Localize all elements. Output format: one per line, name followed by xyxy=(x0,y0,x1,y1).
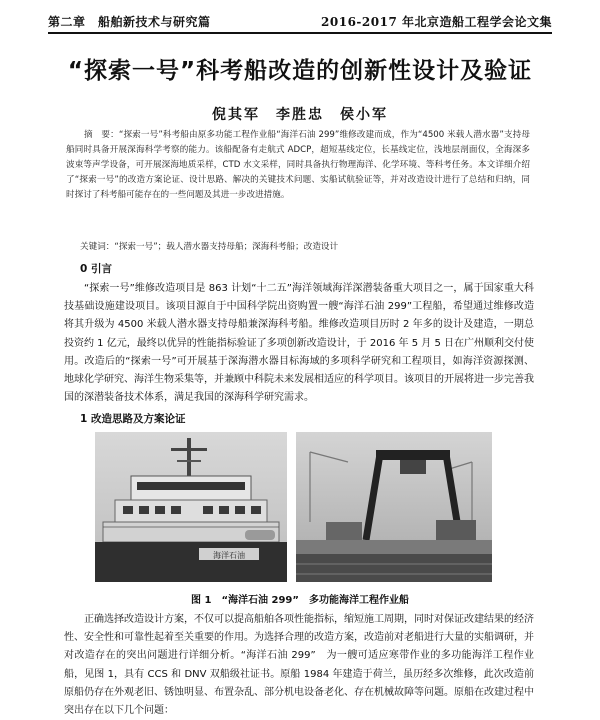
keywords: 关键词：“探索一号”；载人潜水器支持母船；深海科考船；改造设计 xyxy=(80,242,339,252)
abstract-label: 摘 要： xyxy=(84,130,119,140)
intro-paragraph: “探索一号”维修改造项目是 863 计划“十二五”海洋领域海洋深潜装备重大项目之一，属于国家重大科技基础设施建设项目。该项目源自于中国科学院出资购置一艘“海洋石油 299”工程船，希望通过维修改造将其升级为 4500 米载人潜水器支持母船兼深海科考船。维修改造项目历时 2 年多的设计及建造，一期总投资约 1 亿元，最终以优异的性能指标验证了多项创新改造设计，于 2016 年 5 月 5 日在广州顺利交付使用。改造后的“探索一号”可开展基于深海潜水器目标海域的多项科学研究和工程项目，如海洋资源探测、地球化学研究、海洋生物采集等，并兼顾中科院未来发展相适应的科学项目。该项目的开展将进一步完善我国的深潜装备技术体系，满足我国的深海科学研究需求。 xyxy=(64,283,534,404)
authors: 倪其军 李胜忠 侯小军 xyxy=(212,107,388,123)
abstract xyxy=(66,128,530,203)
figure-caption: 图 1 “海洋石油 299” 多功能海洋工程作业船 xyxy=(191,595,409,606)
method-paragraph: 正确选择改造设计方案，不仅可以提高船舶各项性能指标，缩短施工周期，同时对保证改建结果的经济性、安全性和可靠性起着至关重要的作用。为选择合理的改造方案，改造前对老船进行大量的实船调研，并对改造存在的突出问题进行详细分析。“海洋石油 299” 为一艘可适应寒带作业的多功能海洋工程作业船，见图 1，具有 CCS 和 DNV 双船级社证书。原船 1984 年建造于荷兰，虽历经多次维修，此次改造前原船仍存在外观老旧、锈蚀明显、布置杂乱、部分机电设备老化、存在机械故障等问题。原船在改建过程中突出存在以下几个问题： xyxy=(64,614,534,717)
ship-aframe-photo xyxy=(296,432,492,582)
header-left: 第二章 船舶新技术与研究篇 xyxy=(48,15,211,29)
figure-photo-left xyxy=(95,432,287,582)
running-header xyxy=(48,8,552,34)
hull-name-label: 海洋石油 xyxy=(213,551,245,560)
header-right: 2016-2017 年北京造船工程学会论文集 xyxy=(321,15,552,29)
figure-photo-right xyxy=(296,432,492,582)
section-heading-1: 1 改造思路及方案论证 xyxy=(80,413,186,425)
abstract-text: “探索一号”科考船由原多功能工程作业船“海洋石油 299”维修改建而成，作为“4500 米载人潜水器”支持母船同时具备开展深海科学考察的能力。该船配备有走航式 ADCP，超短基线定位，长基线定位，浅地层剖面仪，全海深多波束等声学设备，可开展深海地质采样，CTD 水文采样，同时具备执行物理海洋、化学环境、等科考任务。本文详细介绍了“探索一号”的改造方案论证、设计思路、解决的关键技术问题、实船试航验证等，并对改造设计进行了总结和归纳，同时探讨了科考船可能存在的一些问题及其进一步改进措施。 xyxy=(66,130,530,200)
section-heading-intro: 0 引言 xyxy=(80,263,112,275)
ship-bridge-photo xyxy=(95,432,287,582)
paper-title: “探索一号”科考船改造的创新性设计及验证 xyxy=(67,58,533,84)
